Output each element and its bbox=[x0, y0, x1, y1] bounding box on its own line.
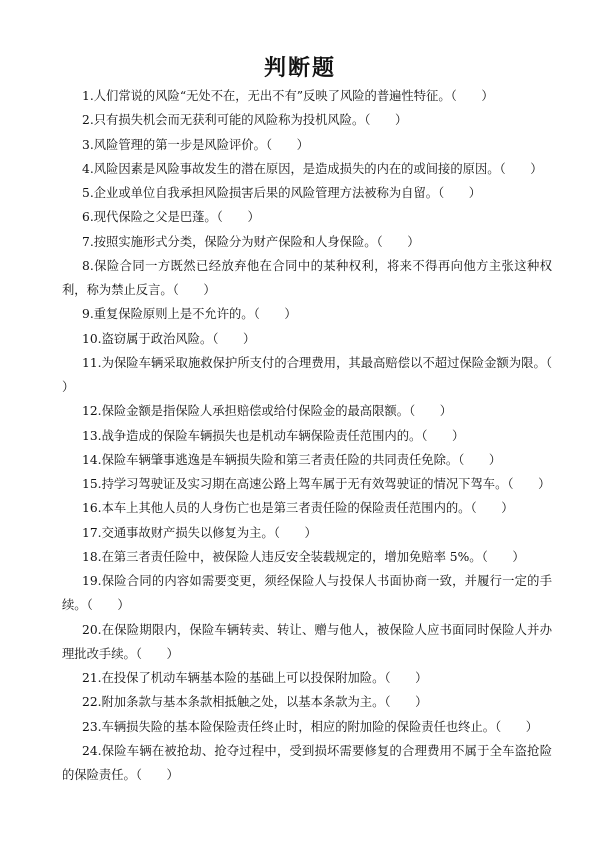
question-number: 7. bbox=[82, 234, 94, 249]
question-number: 14. bbox=[82, 452, 102, 467]
question-item bbox=[62, 84, 552, 108]
question-number: 22. bbox=[82, 695, 102, 710]
question-text: 现代保险之父是巴蓬。（ ） bbox=[93, 210, 260, 225]
question-text: 为保险车辆采取施救保护所支付的合理费用，其最高赔偿以不超过保险金额为限。（ ） bbox=[62, 355, 577, 394]
question-text: 在保险期限内，保险车辆转卖、转让、赠与他人，被保险人应书面同时保险人并办理批改手续。（ ） bbox=[62, 622, 552, 661]
question-number: 13. bbox=[82, 428, 102, 443]
question-number: 10. bbox=[82, 331, 102, 346]
question-text: 按照实施形式分类，保险分为财产保险和人身保险。（ ） bbox=[93, 234, 420, 249]
question-text: 战争造成的保险车辆损失也是机动车辆保险责任范围内的。（ ） bbox=[101, 428, 465, 443]
question-item bbox=[62, 327, 552, 351]
question-number: 9. bbox=[82, 307, 94, 322]
question-item bbox=[62, 690, 552, 714]
question-number: 16. bbox=[82, 501, 102, 516]
question-item bbox=[62, 205, 552, 229]
question-item bbox=[62, 496, 552, 520]
question-text: 企业或单位自我承担风险损害后果的风险管理方法被称为自留。（ ） bbox=[93, 186, 482, 200]
question-item bbox=[62, 157, 552, 181]
question-item bbox=[62, 181, 552, 205]
question-item bbox=[62, 545, 552, 569]
question-text: 保险合同的内容如需要变更，须经保险人与投保人书面协商一致，并履行一定的手续。（ ） bbox=[62, 574, 552, 613]
question-text: 交通事故财产损失以修复为主。（ ） bbox=[101, 525, 317, 540]
question-number: 20. bbox=[82, 622, 102, 637]
question-text: 重复保险原则上是不允许的。（ ） bbox=[93, 307, 297, 322]
question-text: 保险合同一方既然已经放弃他在合同中的某种权利，将来不得再向他方主张这种权利，称为禁止反言。（ ） bbox=[62, 258, 552, 297]
question-text: 本车上其他人员的人身伤亡也是第三者责任险的保险责任范围内的。（ ） bbox=[101, 501, 514, 516]
page-title: 判断题 bbox=[263, 55, 336, 81]
question-number: 1. bbox=[82, 89, 94, 103]
question-item bbox=[62, 521, 552, 545]
question-list bbox=[62, 84, 577, 787]
question-item bbox=[62, 472, 552, 496]
question-number: 23. bbox=[82, 719, 102, 734]
question-number: 24. bbox=[82, 743, 102, 758]
question-item bbox=[62, 351, 577, 400]
question-text: 保险车辆在被抢劫、抢夺过程中，受到损坏需要修复的合理费用不属于全车盗抢险的保险责任。（ ） bbox=[62, 743, 552, 782]
question-text: 附加条款与基本条款相抵触之处，以基本条款为主。（ ） bbox=[101, 695, 428, 710]
question-item bbox=[62, 302, 552, 326]
question-number: 11. bbox=[82, 355, 102, 370]
question-number: 3. bbox=[82, 137, 94, 152]
question-number: 12. bbox=[82, 404, 102, 419]
question-number: 19. bbox=[82, 574, 102, 588]
question-item bbox=[62, 715, 552, 739]
question-text: 车辆损失险的基本险保险责任终止时，相应的附加险的保险责任也终止。（ ） bbox=[101, 719, 539, 734]
question-text: 保险金额是指保险人承担赔偿或给付保险金的最高限额。（ ） bbox=[101, 404, 453, 419]
question-text: 在第三者责任险中，被保险人违反安全装载规定的，增加免赔率 5%。（ ） bbox=[101, 549, 525, 564]
question-text: 盗窃属于政治风险。（ ） bbox=[101, 331, 256, 346]
question-text: 在投保了机动车辆基本险的基础上可以投保附加险。（ ） bbox=[101, 671, 428, 685]
question-item bbox=[62, 424, 552, 448]
question-text: 风险因素是风险事故发生的潜在原因，是造成损失的内在的或间接的原因。（ ） bbox=[93, 161, 543, 176]
question-number: 15. bbox=[82, 477, 102, 491]
question-item bbox=[62, 399, 552, 423]
question-text: 持学习驾驶证及实习期在高速公路上驾车属于无有效驾驶证的情况下驾车。（ ） bbox=[101, 477, 551, 491]
question-number: 2. bbox=[82, 113, 94, 128]
question-item bbox=[62, 133, 552, 157]
question-number: 8. bbox=[82, 258, 94, 273]
question-item bbox=[62, 448, 552, 472]
question-item bbox=[62, 108, 552, 132]
question-item bbox=[62, 739, 552, 788]
question-item bbox=[62, 254, 552, 303]
question-number: 5. bbox=[82, 186, 94, 200]
question-item bbox=[62, 569, 552, 618]
question-item bbox=[62, 230, 552, 254]
question-number: 4. bbox=[82, 161, 94, 176]
question-text: 保险车辆肇事逃逸是车辆损失险和第三者责任险的共同责任免除。（ ） bbox=[101, 452, 502, 467]
question-text: 人们常说的风险“无处不在，无出不有”反映了风险的普遍性特征。（ ） bbox=[93, 89, 494, 103]
question-number: 21. bbox=[82, 671, 102, 685]
question-number: 17. bbox=[82, 525, 102, 540]
question-item bbox=[62, 618, 552, 667]
question-number: 18. bbox=[82, 549, 102, 564]
question-item bbox=[62, 666, 552, 690]
question-text: 风险管理的第一步是风险评价。（ ） bbox=[93, 137, 309, 152]
question-number: 6. bbox=[82, 210, 94, 225]
question-text: 只有损失机会而无获利可能的风险称为投机风险。（ ） bbox=[93, 113, 408, 128]
